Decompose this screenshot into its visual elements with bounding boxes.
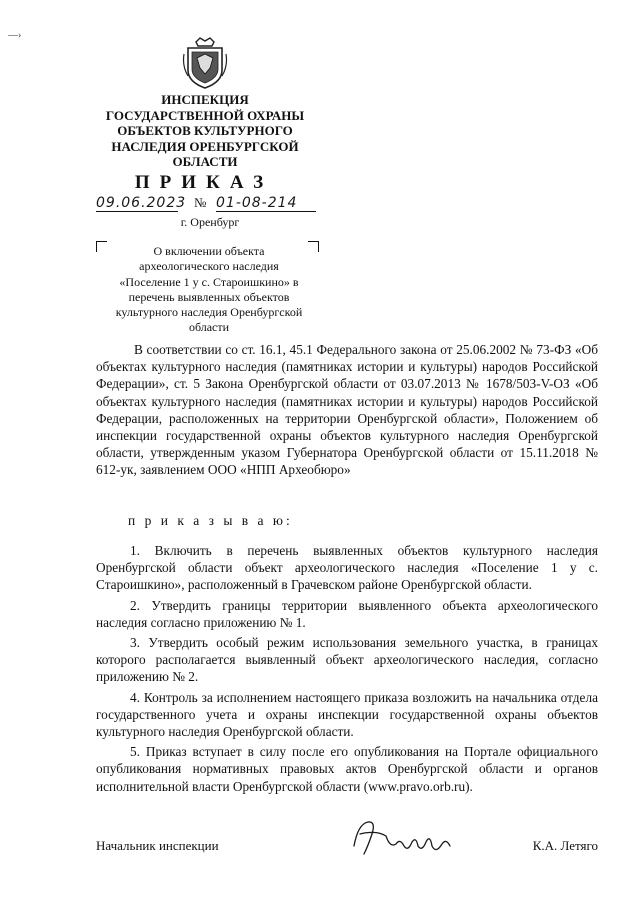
order-item: 4. Контроль за исполнением настоящего приказа возложить на начальника отдела государственного учета и охраны инспекции государственной охраны объектов культурного наследия Оренбургской области. (96, 689, 598, 740)
date-number-line (96, 195, 316, 213)
order-items (96, 542, 598, 798)
issuer-name (105, 92, 305, 170)
document-type-title: ПРИКАЗ (134, 172, 274, 193)
number-sign: № (194, 195, 207, 210)
order-word: п р и к а з ы в а ю: (128, 513, 293, 528)
document-date: 09.06.2023 (96, 195, 187, 211)
subject-line: археологического наследия (139, 259, 279, 274)
signer-position: Начальник инспекции (96, 838, 219, 853)
city: г. Оренбург (180, 215, 240, 229)
issuer-line: ОБЛАСТИ (172, 154, 238, 169)
coat-of-arms-icon (182, 36, 228, 90)
order-item: 1. Включить в перечень выявленных объектов культурного наследия Оренбургской области объект археологического наследия «Поселение 1 у с. Староишкино», расположенный в Грачевском районе Оренбургской области. (96, 543, 598, 593)
issuer-line: ИНСПЕКЦИЯ (161, 92, 249, 107)
preamble-paragraph: В соответствии со ст. 16.1, 45.1 Федерального закона от 25.06.2002 № 73-ФЗ «Об объектах культурного наследия (памятниках истории и культуры) народов Российской Федерации», ст. 5 Закона Оренбургской области от 03.07.2013 № 1678/503-V-ОЗ «Об объектах культурного наследия (памятниках истории и культуры) народов Российской Федерации, расположенных на территории Оренбургской области», Положением об инспекции государственной охраны объектов культурного наследия Оренбургской области, утвержденным указом Губернатора Оренбургской области от 15.11.2018 № 612-ук, заявлением ООО «НПП Археобюро» (96, 342, 598, 478)
signature-block (96, 838, 598, 868)
handwritten-signature (346, 816, 456, 862)
subject-line: культурного наследия Оренбургской (115, 305, 303, 320)
order-item: 3. Утвердить особый режим использования земельного участка, в границах которого располагается выявленный объект археологического наследия, согласно приложению № 2. (96, 635, 598, 685)
order-item: 5. Приказ вступает в силу после его опубликования на Портале официального опубликования нормативных правовых актов Оренбургской области и органов исполнительной власти Оренбургской области (www.pravo.orb.ru). (96, 744, 598, 794)
subject-block (100, 244, 318, 336)
subject-line: перечень выявленных объектов (128, 289, 290, 304)
subject-line: «Поселение 1 у с. Староишкино» в (119, 274, 299, 289)
document-number: 01-08-214 (216, 195, 316, 212)
issuer-line: НАСЛЕДИЯ ОРЕНБУРГСКОЙ (111, 138, 299, 154)
signer-name: К.А. Летяго (532, 838, 598, 853)
corner-mark: —› (8, 30, 22, 41)
order-item: 2. Утвердить границы территории выявленного объекта археологического наследия согласно приложению № 1. (96, 597, 598, 630)
issuer-line: ОБЪЕКТОВ КУЛЬТУРНОГО (117, 123, 293, 138)
subject-line: области (188, 320, 230, 335)
issuer-line: ГОСУДАРСТВЕННОЙ ОХРАНЫ (105, 107, 305, 123)
subject-line: О включении объекта (153, 244, 265, 258)
